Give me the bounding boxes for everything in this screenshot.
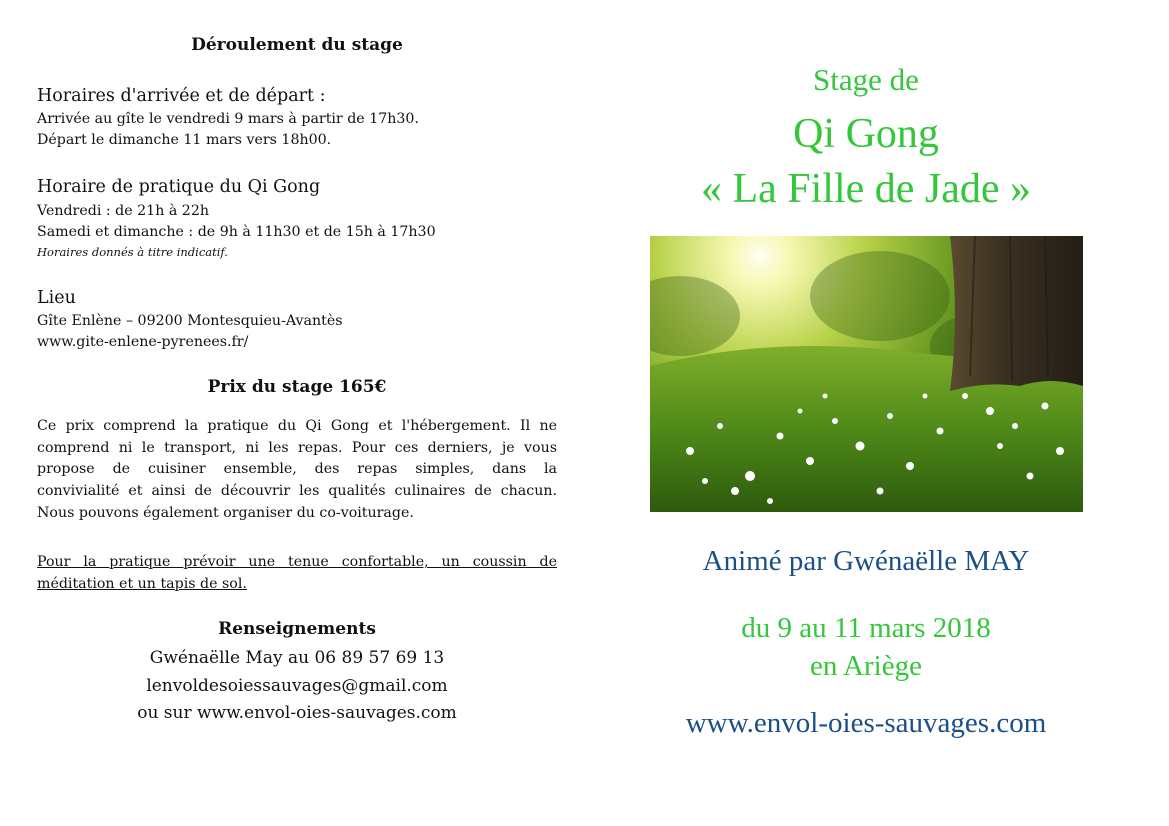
program-heading: Déroulement du stage <box>191 35 403 55</box>
website-line: www.envol-oies-sauvages.com <box>685 707 1047 739</box>
price-paragraph <box>37 416 557 525</box>
price-line: Ce prix comprend la pratique du Qi Gong et l'hébergement. Il ne <box>37 418 557 434</box>
equipment-line: Pour la pratique prévoir une tenue confortable, un coussin de <box>37 554 557 570</box>
nature-photo <box>650 236 1083 512</box>
stage-title-line2: Qi Gong <box>793 111 939 157</box>
price-line: Nous pouvons également organiser du co-voiturage. <box>37 504 414 521</box>
departure-line: Départ le dimanche 11 mars vers 18h00. <box>37 132 332 148</box>
equipment-line: méditation et un tapis de sol. <box>37 575 247 592</box>
dates-line: du 9 au 11 mars 2018 <box>741 612 991 644</box>
info-phone: Gwénaëlle May au 06 89 57 69 13 <box>149 648 445 668</box>
practice-title: Horaire de pratique du Qi Gong <box>37 177 321 197</box>
location-line: en Ariège <box>810 650 922 682</box>
equipment-paragraph <box>37 552 557 595</box>
info-website: ou sur www.envol-oies-sauvages.com <box>137 703 457 723</box>
place-title: Lieu <box>37 288 76 308</box>
info-contact <box>37 645 557 728</box>
price-line: convivialité et ainsi de découvrir les qualités culinaires de chacun. <box>37 483 557 500</box>
info-heading: Renseignements <box>218 619 376 639</box>
stage-title-line1: Stage de <box>813 62 919 97</box>
stage-title-line3: « La Fille de Jade » <box>700 166 1032 212</box>
price-line: comprend ni le transport, ni les repas. Pour ces derniers, je vous <box>37 439 557 456</box>
price-heading: Prix du stage 165€ <box>207 377 387 397</box>
info-email: lenvoldesoiessauvages@gmail.com <box>146 675 448 696</box>
place-website: www.gite-enlene-pyrenees.fr/ <box>37 334 249 350</box>
arrival-title: Horaires d'arrivée et de départ : <box>37 86 326 106</box>
price-line: propose de cuisiner ensemble, des repas simples, dans la <box>37 461 557 478</box>
animator-line: Animé par Gwénaëlle MAY <box>702 545 1030 577</box>
arrival-line: Arrivée au gîte le vendredi 9 mars à partir de 17h30. <box>37 111 419 127</box>
place-address: Gîte Enlène – 09200 Montesquieu-Avantès <box>37 313 343 329</box>
practice-note: Horaires donnés à titre indicatif. <box>37 245 228 259</box>
practice-line-weekend: Samedi et dimanche : de 9h à 11h30 et de 15h à 17h30 <box>37 224 436 240</box>
practice-line-friday: Vendredi : de 21h à 22h <box>37 203 210 219</box>
